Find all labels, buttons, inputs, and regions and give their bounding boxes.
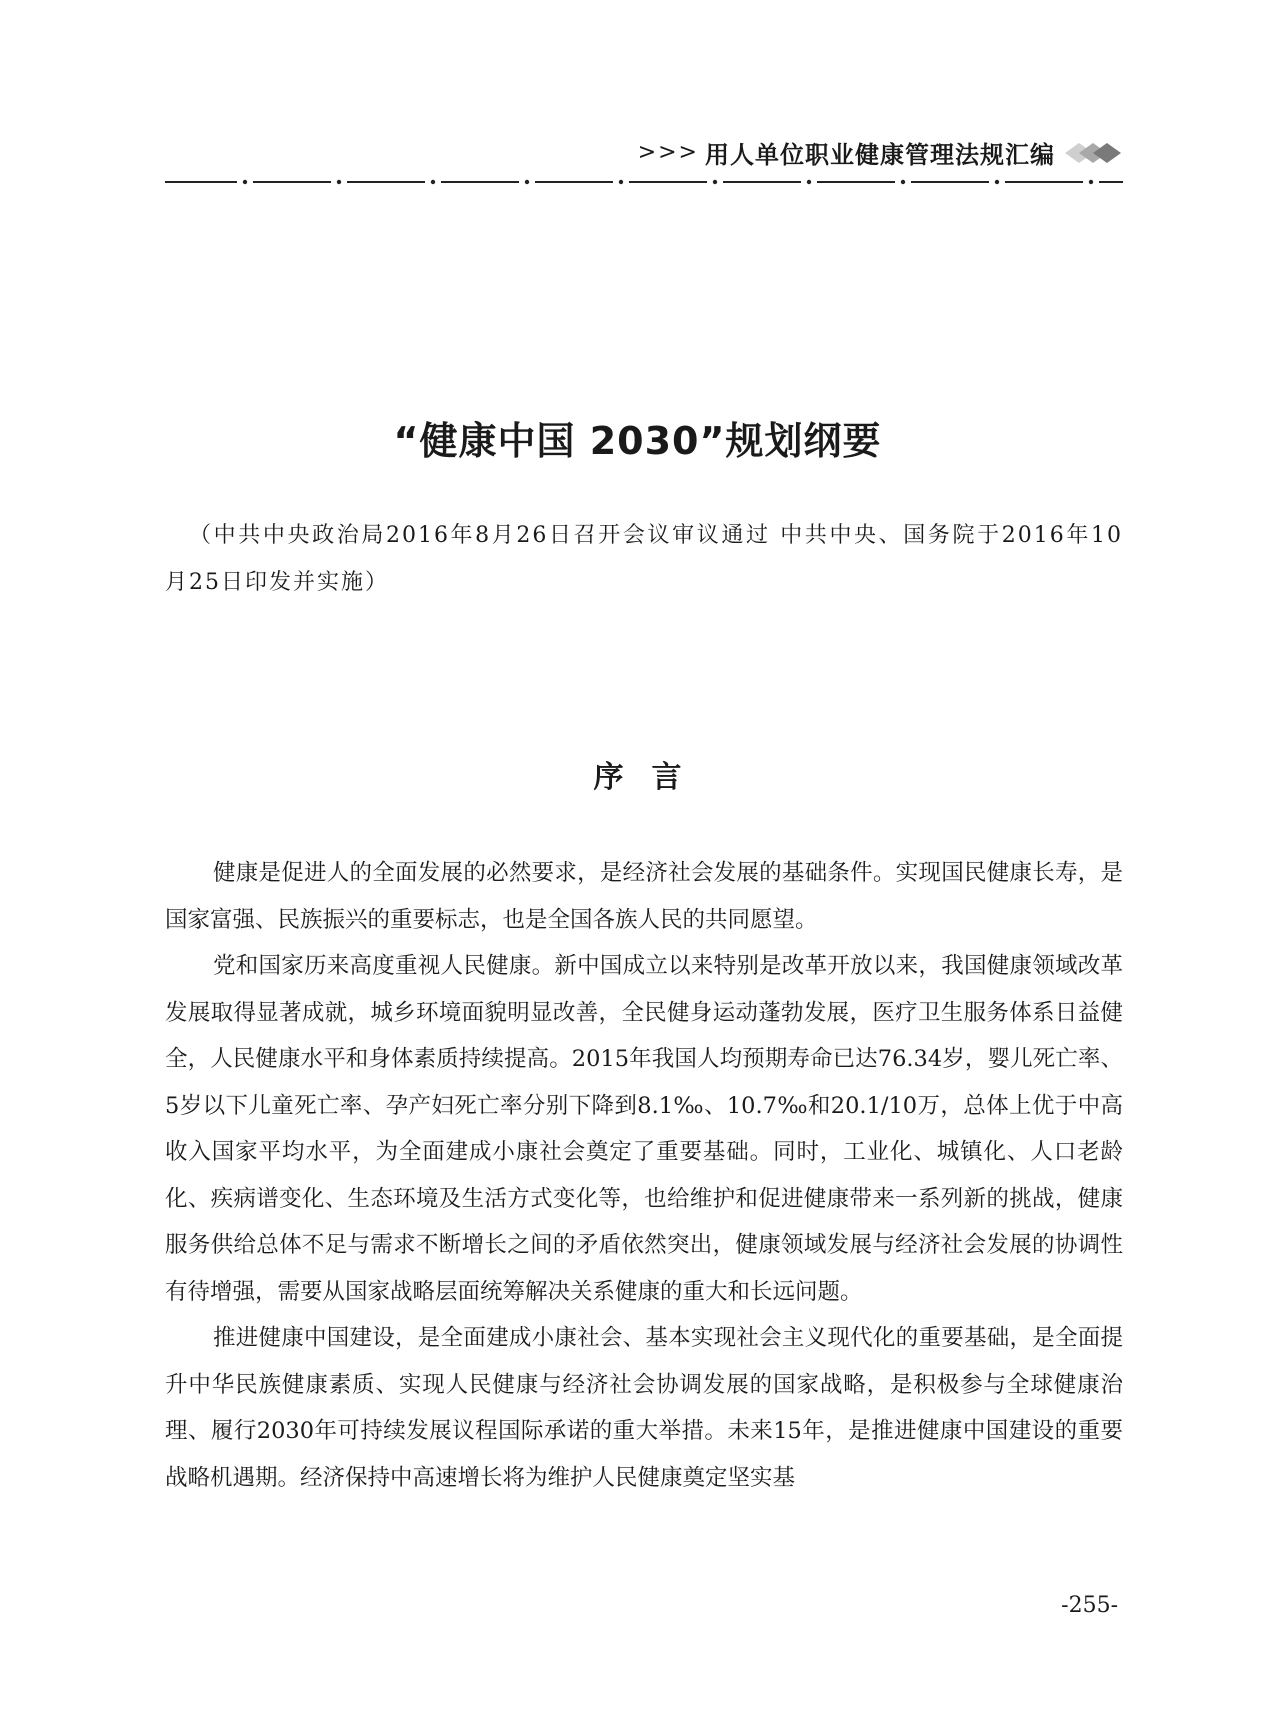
chevrons-decoration: >>>	[637, 140, 699, 165]
body-text	[165, 850, 1123, 1501]
paragraph-1: 健康是促进人的全面发展的必然要求，是经济社会发展的基础条件。实现国民健康长寿，是国家富强、民族振兴的重要标志，也是全国各族人民的共同愿望。	[165, 860, 1123, 933]
header-rule	[165, 178, 1123, 186]
paragraph-3: 推进健康中国建设，是全面建成小康社会、基本实现社会主义现代化的重要基础，是全面提升中华民族健康素质、实现人民健康与经济社会协调发展的国家战略，是积极参与全球健康治理、履行2030年可持续发展议程国际承诺的重大举措。未来15年，是推进健康中国建设的重要战略机遇期。经济保持中高速增长将为维护人民健康奠定坚实基	[165, 1325, 1123, 1491]
document-subtitle: （中共中央政治局2016年8月26日召开会议审议通过 中共中央、国务院于2016年10月25日印发并实施）	[165, 523, 1123, 595]
diamond-ornament-icon	[1063, 140, 1123, 166]
paragraph-2: 党和国家历来高度重视人民健康。新中国成立以来特别是改革开放以来，我国健康领域改革发展取得显著成就，城乡环境面貌明显改善，全民健身运动蓬勃发展，医疗卫生服务体系日益健全，人民健康水平和身体素质持续提高。2015年我国人均预期寿命已达76.34岁，婴儿死亡率、5岁以下儿童死亡率、孕产妇死亡率分别下降到8.1‰、10.7‰和20.1/10万，总体上优于中高收入国家平均水平，为全面建成小康社会奠定了重要基础。同时，工业化、城镇化、人口老龄化、疾病谱变化、生态环境及生活方式变化等，也给维护和促进健康带来一系列新的挑战，健康服务供给总体不足与需求不断增长之间的矛盾依然突出，健康领域发展与经济社会发展的协调性有待增强，需要从国家战略层面统筹解决关系健康的重大和长远问题。	[165, 953, 1123, 1305]
page-number: -255-	[1061, 1593, 1118, 1618]
section-heading: 序言	[593, 760, 710, 795]
book-title: 用人单位职业健康管理法规汇编	[705, 141, 1055, 169]
document-title: “健康中国 2030”规划纲要	[393, 419, 882, 463]
running-header	[638, 135, 1123, 170]
